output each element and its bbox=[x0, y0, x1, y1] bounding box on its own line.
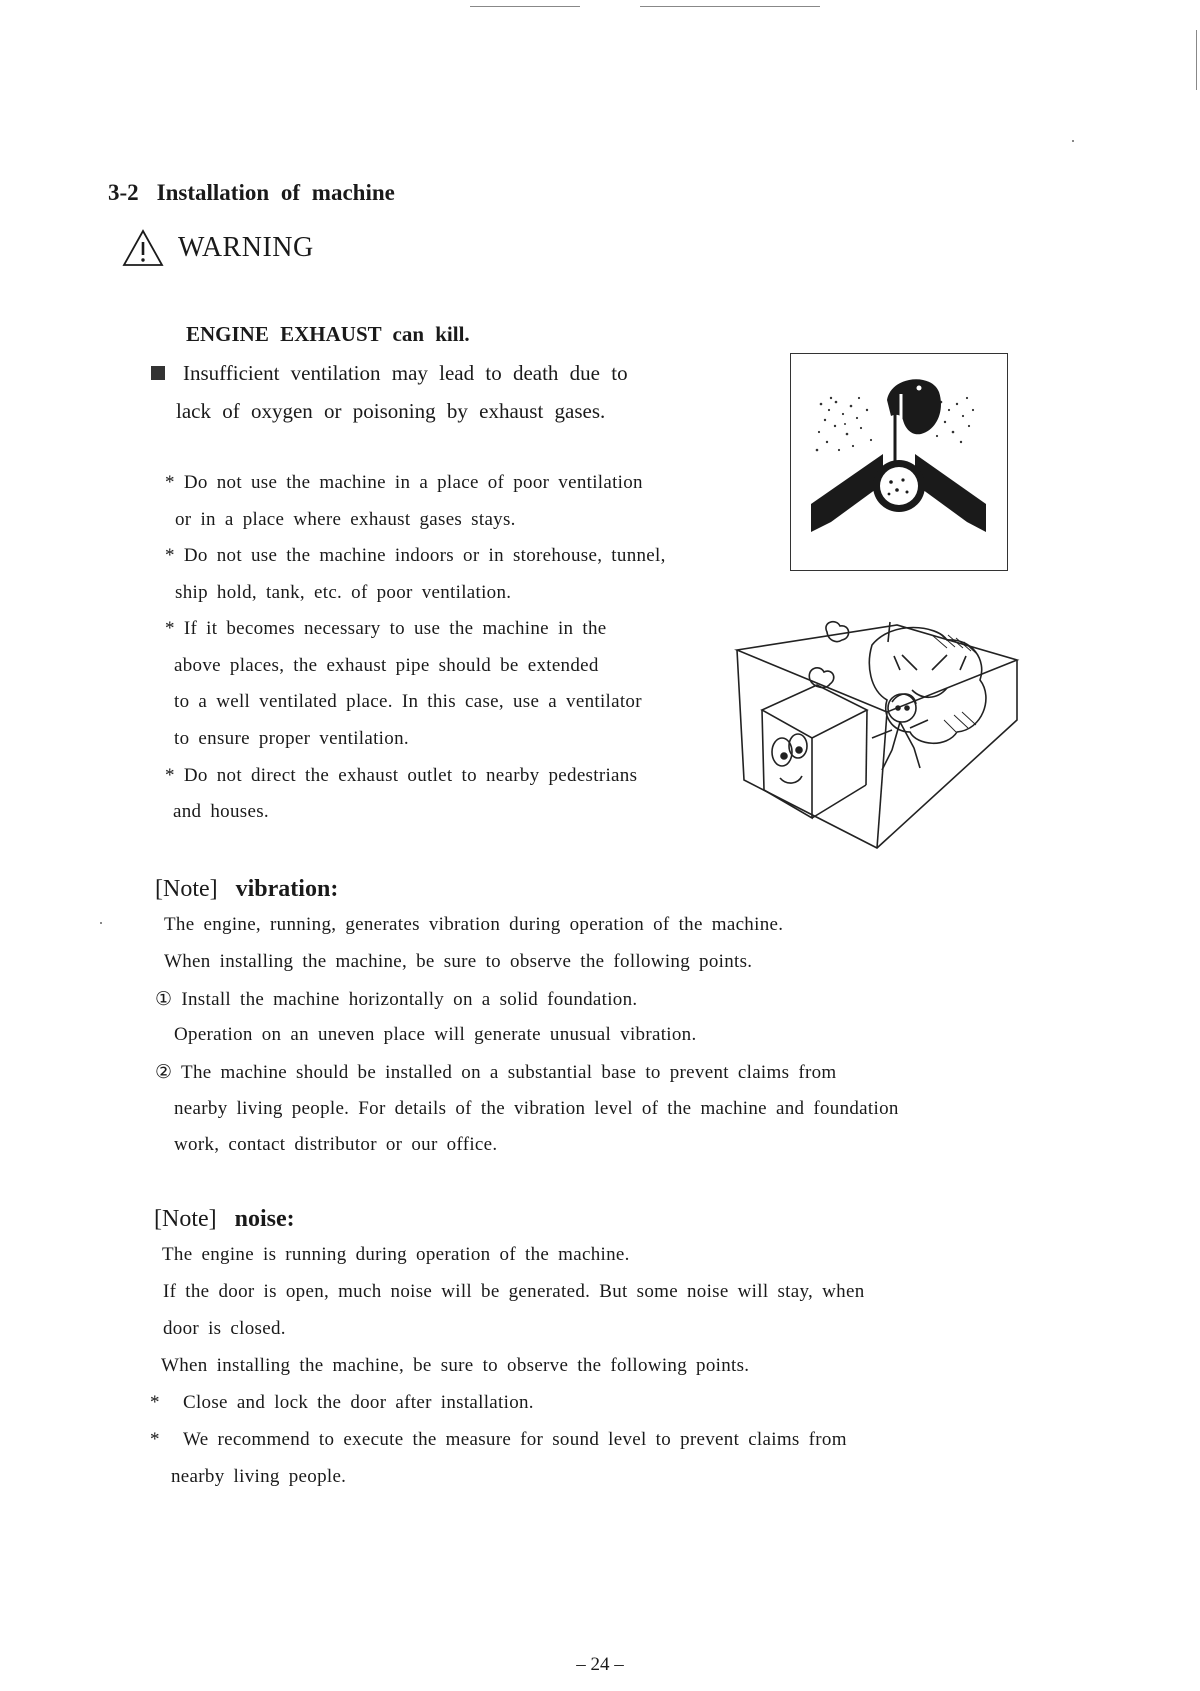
hazard-bullet-line-4: ship hold, tank, etc. of poor ventilation. bbox=[175, 582, 512, 603]
vibration-line-6: nearby living people. For details of the vibration level of the machine and foundation bbox=[174, 1098, 899, 1119]
toxic-gas-person-icon bbox=[791, 354, 1006, 569]
noise-line-6: We recommend to execute the measure for sound level to prevent claims from bbox=[183, 1429, 847, 1450]
noise-note-heading bbox=[154, 1206, 295, 1233]
warning-triangle-icon bbox=[122, 229, 164, 267]
hazard-lead-line-2: lack of oxygen or poisoning by exhaust gases. bbox=[176, 399, 606, 423]
hazard-heading: ENGINE EXHAUST can kill. bbox=[186, 322, 470, 346]
noise-line-7: nearby living people. bbox=[171, 1466, 347, 1487]
noise-note-title: noise: bbox=[234, 1206, 295, 1232]
square-bullet-icon bbox=[151, 366, 165, 380]
vibration-note-tag: [Note] bbox=[155, 876, 218, 902]
vibration-note-heading bbox=[155, 876, 338, 903]
noise-line-3: door is closed. bbox=[163, 1318, 286, 1339]
scan-artifact bbox=[1072, 140, 1074, 142]
vibration-line-7: work, contact distributor or our office. bbox=[174, 1134, 498, 1155]
hazard-bullet-line-9: * Do not direct the exhaust outlet to nearby pedestrians bbox=[165, 765, 638, 786]
vibration-line-1: The engine, running, generates vibration during operation of the machine. bbox=[164, 914, 784, 935]
hazard-bullet-line-7: to a well ventilated place. In this case, use a ventilator bbox=[174, 691, 642, 712]
vibration-line-5: ② The machine should be installed on a substantial base to prevent claims from bbox=[155, 1062, 837, 1083]
section-title-text: Installation of machine bbox=[156, 180, 395, 205]
exhaust-hazard-pictogram bbox=[790, 353, 1008, 571]
scan-artifact bbox=[470, 6, 580, 7]
vibration-note-title: vibration: bbox=[235, 876, 339, 902]
page-number: – 24 – bbox=[576, 1654, 624, 1675]
scan-artifact bbox=[1196, 30, 1197, 90]
noise-line-5: Close and lock the door after installation. bbox=[183, 1392, 534, 1413]
scan-artifact bbox=[100, 922, 102, 924]
hazard-bullet-line-5: * If it becomes necessary to use the machine in the bbox=[165, 618, 607, 639]
warning-label: WARNING bbox=[178, 232, 314, 263]
section-title bbox=[108, 180, 395, 206]
noise-line-1: The engine is running during operation of the machine. bbox=[162, 1244, 630, 1265]
hazard-bullet-line-8: to ensure proper ventilation. bbox=[174, 728, 409, 749]
hazard-bullet-line-10: and houses. bbox=[173, 801, 269, 822]
section-number: 3-2 bbox=[108, 180, 139, 205]
noise-bullet-1-marker: * bbox=[150, 1392, 160, 1413]
noise-line-2: If the door is open, much noise will be generated. But some noise will stay, when bbox=[163, 1281, 865, 1302]
hazard-bullet-line-2: or in a place where exhaust gases stays. bbox=[175, 509, 516, 530]
exhaust-cartoon-illustration bbox=[732, 620, 1022, 852]
scan-artifact bbox=[640, 6, 820, 7]
hazard-bullet-line-6: above places, the exhaust pipe should be extended bbox=[174, 655, 599, 676]
vibration-line-2: When installing the machine, be sure to observe the following points. bbox=[164, 951, 753, 972]
noise-bullet-2-marker: * bbox=[150, 1429, 160, 1450]
vibration-line-3: ① Install the machine horizontally on a solid foundation. bbox=[155, 989, 638, 1010]
hazard-lead-line-1: Insufficient ventilation may lead to death due to bbox=[183, 361, 628, 385]
noise-line-4: When installing the machine, be sure to observe the following points. bbox=[161, 1355, 750, 1376]
hazard-bullet-line-3: * Do not use the machine indoors or in storehouse, tunnel, bbox=[165, 545, 666, 566]
noise-note-tag: [Note] bbox=[154, 1206, 217, 1232]
vibration-line-4: Operation on an uneven place will generate unusual vibration. bbox=[174, 1024, 697, 1045]
hazard-bullet-line-1: * Do not use the machine in a place of poor ventilation bbox=[165, 472, 643, 493]
